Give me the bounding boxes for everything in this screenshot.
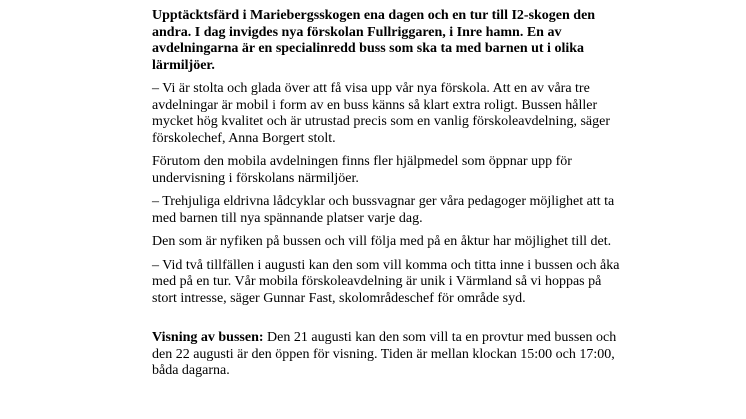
viewing-label: Visning av bussen:: [152, 330, 264, 345]
viewing-paragraph: [152, 330, 622, 380]
paragraph-quote-anna: – Vi är stolta och glada över att få visa upp vår nya förskola. Att en av våra tre avdelningar är mobil i form av en buss känns så klart extra roligt. Bussen håller mycket hög kvalitet och är utrustad precis som en vanlig förskoleavdelning, säger förskolechef, Anna Borgert stolt.: [152, 81, 610, 146]
paragraph-quote-bikes: – Trehjuliga eldrivna lådcyklar och bussvagnar ger våra pedagoger möjlighet att ta med barnen till nya spännande platser varje dag.: [152, 194, 615, 226]
paragraph-curious: Den som är nyfiken på bussen och vill följa med på en åktur har möjlighet till det.: [152, 234, 612, 249]
article-lead: Upptäcktsfärd i Mariebergsskogen ena dagen och en tur till I2-skogen den andra. I dag invigdes nya förskolan Fullriggaren, i Inre hamn. En av avdelningarna är en specialinredd buss som ska ta med barnen ut i olika lärmiljöer.: [152, 8, 596, 73]
article-body: [152, 8, 622, 387]
paragraph-quote-gunnar: – Vid två tillfällen i augusti kan den som vill komma och titta inne i bussen och åka med på en tur. Vår mobila förskoleavdelning är unik i Värmland så vi hoppas på stort intresse, säger Gunnar Fast, skolområdeschef för område syd.: [152, 257, 620, 306]
viewing-text: Den 21 augusti kan den som vill ta en provtur med bussen och den 22 augusti är den öppen för visning. Tiden är mellan klockan 15:00 och 17:00, båda dagarna.: [152, 330, 617, 378]
paragraph-tools: Förutom den mobila avdelningen finns fler hjälpmedel som öppnar upp för undervisning i förskolans närmiljöer.: [152, 154, 572, 186]
